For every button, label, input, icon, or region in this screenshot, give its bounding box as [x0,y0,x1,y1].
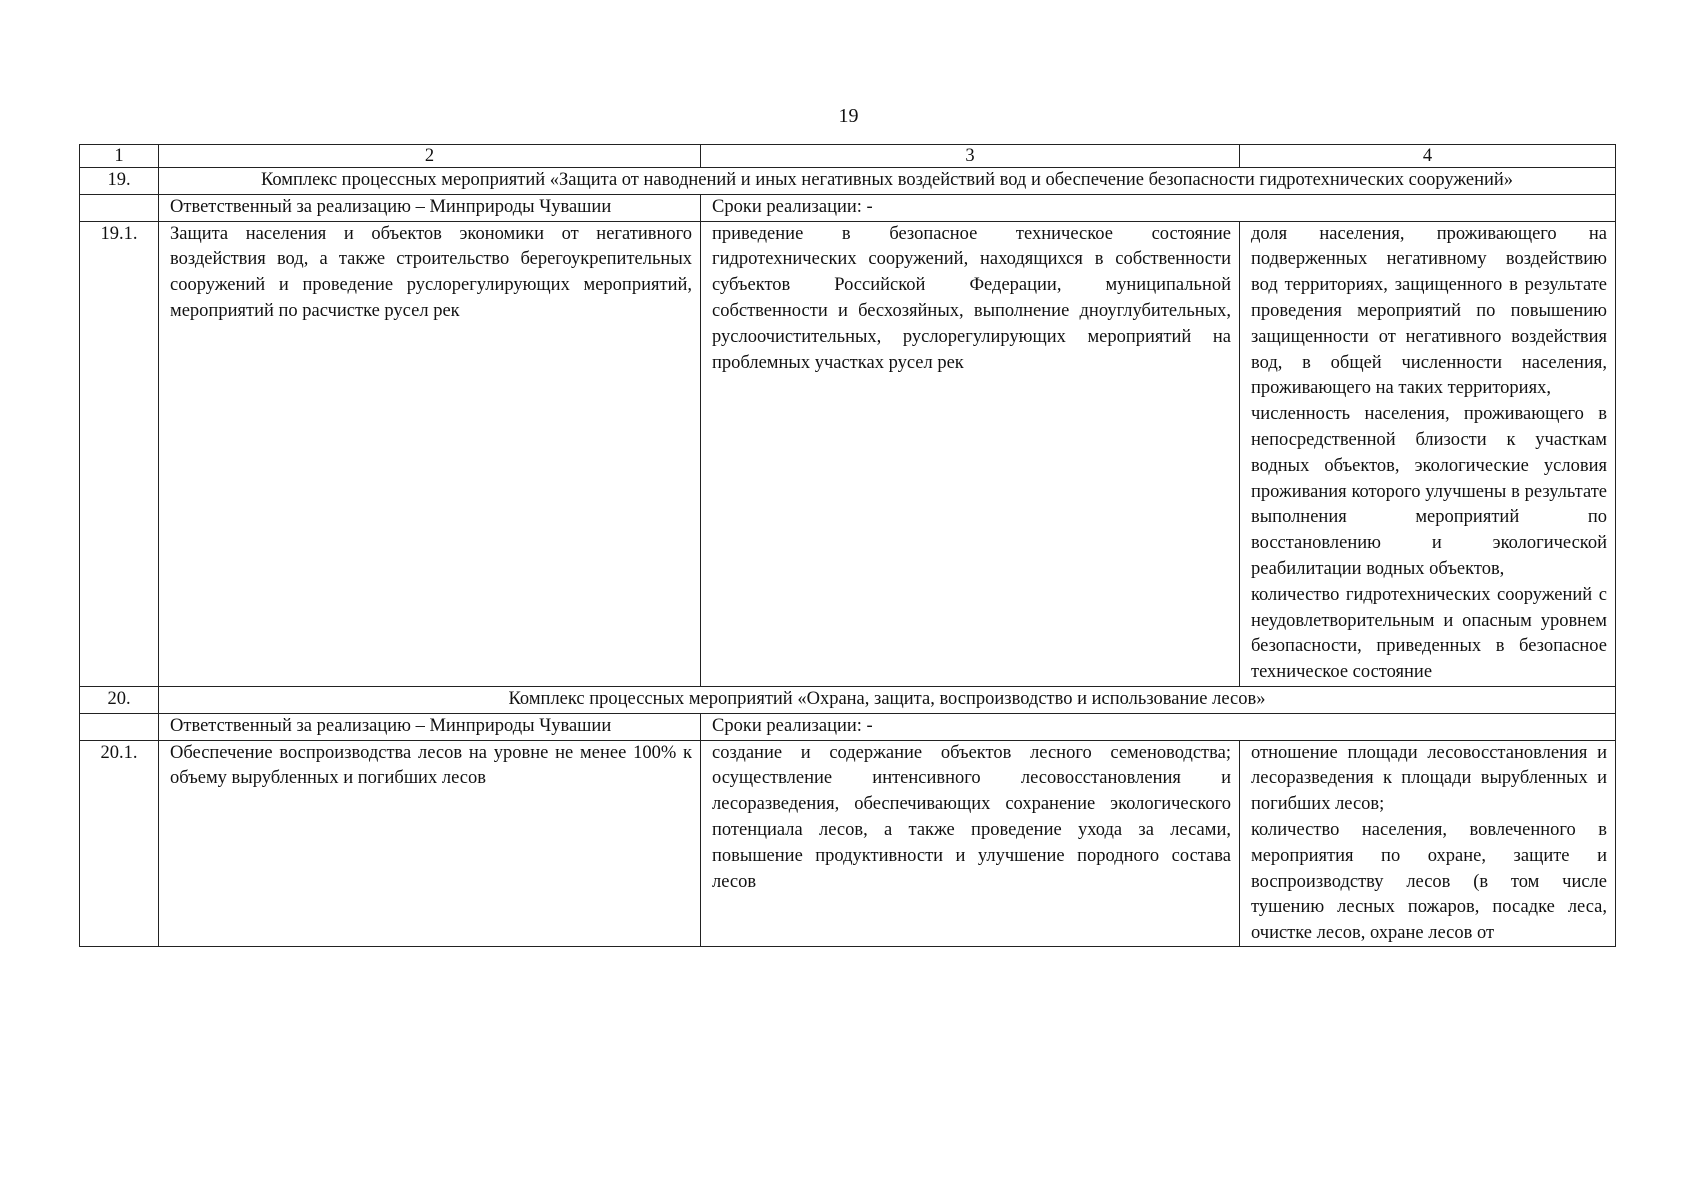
responsible-text: Ответственный за реализацию – Минприроды Чувашии [159,713,701,740]
responsible-row-19 [80,194,1616,221]
column-number-2: 2 [159,145,701,168]
section-row-19 [80,168,1616,195]
task-cell [159,740,701,946]
section-number: 19. [80,168,159,195]
description-cell [701,740,1240,946]
indicator-text: количество населения, вовлеченного в мероприятия по охране, защите и воспроизводству лесов (в том числе тушению лесных пожаров, посадке леса, очистке лесов, охране лесов от [1251,819,1607,944]
task-cell: Защита населения и объектов экономики от негативного воздействия вод, а также строительство берегоукрепительных сооружений и проведение руслорегулирующих мероприятий, мероприятий по расчистке русел рек [159,221,701,686]
description-text: создание и содержание объектов лесного семеноводства; осуществление интенсивного лесовосстановления и лесоразведения, обеспечивающих сохранение экологического потенциала лесов, а также проведение ухода за лесами, повышение продуктивности и улучшение породного состава лесов [712,742,1231,892]
description-cell: приведение в безопасное техническое состояние гидротехнических сооружений, находящихся в собственности субъектов Российской Федерации, муниципальной собственности и бесхозяйных, выполнение дноуглубительных, руслоочистительных, руслорегулирующих мероприятий на проблемных участках русел рек [701,221,1240,686]
column-number-1: 1 [80,145,159,168]
indicators-clip [1251,741,1607,946]
row-number: 20.1. [80,740,159,946]
table-row [80,221,1616,686]
section-title: Комплекс процессных мероприятий «Охрана, защита, воспроизводство и использование лесов» [159,686,1616,713]
deadline-text: Сроки реализации: - [701,713,1616,740]
indicator-text: количество гидротехнических сооружений с неудовлетворительным и опасным уровнем безопасности, приведенных в безопасное техническое состояние [1251,584,1607,683]
deadline-text: Сроки реализации: - [701,194,1616,221]
indicator-text: доля населения, проживающего на подверженных негативному воздействию вод территориях, защищенного в результате проведения мероприятий по повышению защищенности от негативного воздействия вод, в общей численности населения, проживающего на таких территориях, [1251,223,1607,399]
table-row [80,740,1616,946]
section-number: 20. [80,686,159,713]
row-number: 19.1. [80,221,159,686]
indicators-cell [1240,740,1616,946]
table-header-row [80,145,1616,168]
section-title: Комплекс процессных мероприятий «Защита от наводнений и иных негативных воздействий вод и обеспечение безопасности гидротехнических сооружений» [159,168,1616,195]
responsible-text: Ответственный за реализацию – Минприроды Чувашии [159,194,701,221]
responsible-row-20 [80,713,1616,740]
indicator-text: отношение площади лесовосстановления и лесоразведения к площади вырубленных и погибших лесов; [1251,742,1607,815]
indicators-cell [1240,221,1616,686]
measures-table [79,144,1616,947]
page-number: 19 [838,105,859,127]
column-number-4: 4 [1240,145,1616,168]
column-number-3: 3 [701,145,1240,168]
section-row-20 [80,686,1616,713]
indicator-text: численность населения, проживающего в непосредственной близости к участкам водных объектов, экологические условия проживания которого улучшены в результате выполнения мероприятий по восстановлению и экологической реабилитации водных объектов, [1251,404,1607,579]
task-text: Обеспечение воспроизводства лесов на уровне не менее 100% к объему вырубленных и погибших лесов [170,742,692,789]
